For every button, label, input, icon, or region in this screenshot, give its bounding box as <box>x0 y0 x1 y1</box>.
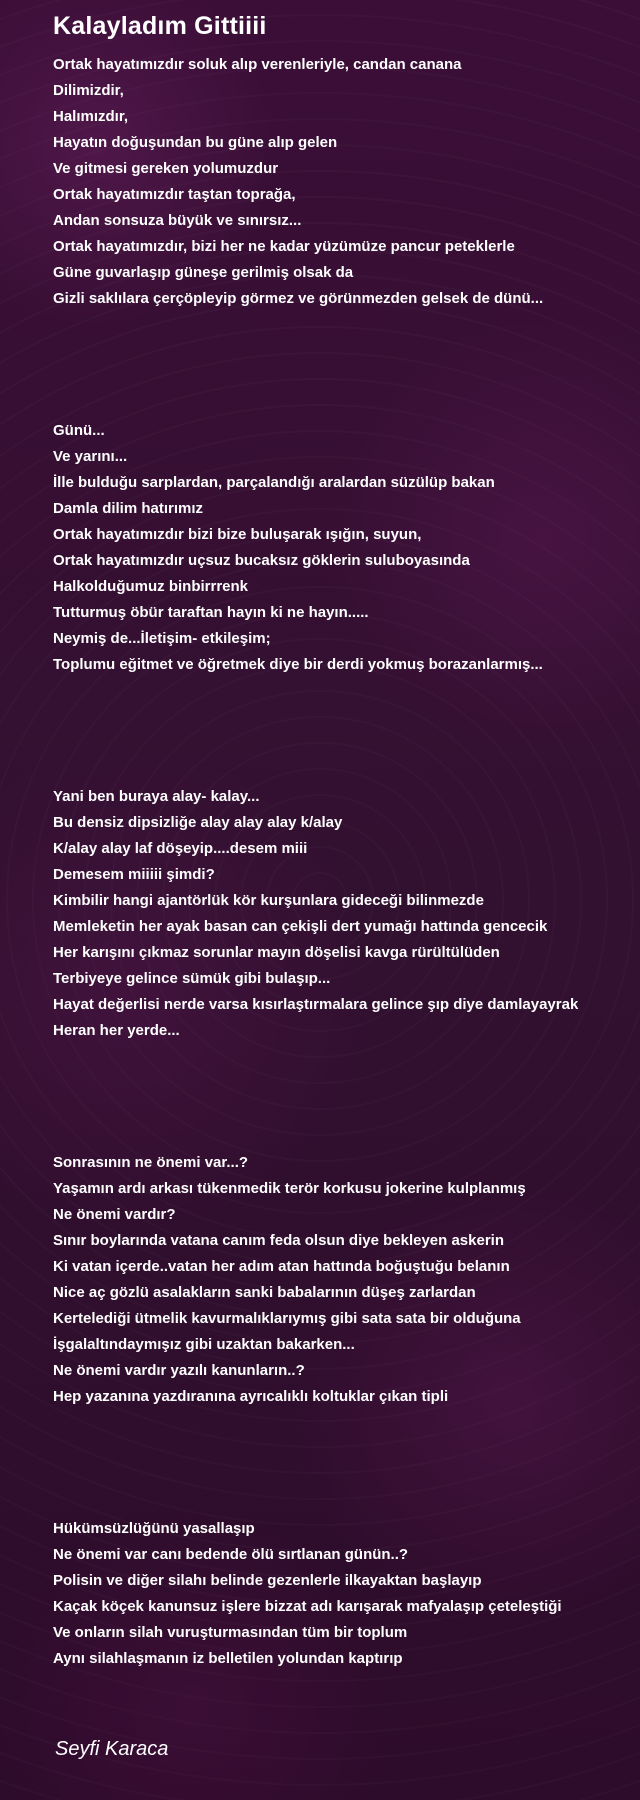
poem-line: Halkolduğumuz binbirrrenk <box>53 578 249 595</box>
poem-line: Sınır boylarında vatana canım feda olsun diye bekleyen askerin <box>53 1232 505 1249</box>
poem-line: Ki vatan içerde..vatan her adım atan hattında boğuştuğu belanın <box>53 1258 510 1275</box>
stanza-4 <box>53 1150 633 1410</box>
poem-line: Ortak hayatımızdır soluk alıp verenleriyle, candan canana <box>53 56 462 73</box>
poem-line: Damla dilim hatırımız <box>53 500 204 517</box>
poem-line: Kaçak köçek kanunsuz işlere bizzat adı karışarak mafyalaşıp çeteleştiği <box>53 1598 562 1615</box>
stanza-1 <box>53 52 633 312</box>
poem-line: Ortak hayatımızdır taştan toprağa, <box>53 186 296 203</box>
poem-author: Seyfi Karaca <box>55 1738 169 1760</box>
poem-line: Kimbilir hangi ajantörlük kör kurşunlara gideceği bilinmezde <box>53 892 484 909</box>
poem-line: Gizli saklılara çerçöpleyip görmez ve görünmezden gelsek de dünü... <box>53 290 544 307</box>
poem-line: Nice aç gözlü asalakların sanki babalarının düşeş zarlardan <box>53 1284 476 1301</box>
poem-line: Hayat değerlisi nerde varsa kısırlaştırmalara gelince şıp diye damlayayrak <box>53 996 579 1013</box>
poem-line: Demesem miiiii şimdi? <box>53 866 215 883</box>
poem-line: Sonrasının ne önemi var...? <box>53 1154 249 1171</box>
poem-line: Halımızdır, <box>53 108 129 125</box>
poem-line: Toplumu eğitmet ve öğretmek diye bir derdi yokmuş borazanlarmış... <box>53 656 543 673</box>
poem-line: Hükümsüzlüğünü yasallaşıp <box>53 1520 255 1537</box>
poem-line: Bu densiz dipsizliğe alay alay alay k/alay <box>53 814 343 831</box>
poem-line: Ve onların silah vuruşturmasından tüm bir toplum <box>53 1624 408 1641</box>
poem-body <box>53 52 633 1672</box>
poem-line: Memleketin her ayak basan can çekişli dert yumağı hattında gencecik <box>53 918 548 935</box>
poem-line: Kertelediği ütmelik kavurmalıklarıymış gibi sata sata bir olduğuna <box>53 1310 521 1327</box>
stanza-5 <box>53 1516 633 1672</box>
poem-line: Her karışını çıkmaz sorunlar mayın döşelisi kavga rürültülüden <box>53 944 500 961</box>
poem-line: Ve yarını... <box>53 448 128 465</box>
poem-line: Terbiyeye gelince sümük gibi bulaşıp... <box>53 970 331 987</box>
poem-line: Tutturmuş öbür taraftan hayın ki ne hayın..... <box>53 604 369 621</box>
stanza-3 <box>53 784 633 1044</box>
poem-line: Hayatın doğuşundan bu güne alıp gelen <box>53 134 338 151</box>
poem-title: Kalayladım Gittiiii <box>53 12 267 40</box>
poem-line: Ortak hayatımızdır uçsuz bucaksız göklerin suluboyasında <box>53 552 470 569</box>
poem-line: Neymiş de...İletişim- etkileşim; <box>53 630 271 647</box>
poem-line: Dilimizdir, <box>53 82 124 99</box>
poem-line: Hep yazanına yazdıranına ayrıcalıklı koltuklar çıkan tipli <box>53 1388 449 1405</box>
poem-line: Heran her yerde... <box>53 1022 180 1039</box>
poem-line: Yani ben buraya alay- kalay... <box>53 788 260 805</box>
poem-line: Güne guvarlaşıp güneşe gerilmiş olsak da <box>53 264 354 281</box>
poem-line: Ve gitmesi gereken yolumuzdur <box>53 160 279 177</box>
poem-line: Polisin ve diğer silahı belinde gezenlerle ilkayaktan başlayıp <box>53 1572 482 1589</box>
poem-line: Ortak hayatımızdır, bizi her ne kadar yüzümüze pancur peteklerle <box>53 238 515 255</box>
poem-line: Ne önemi vardır yazılı kanunların..? <box>53 1362 305 1379</box>
poem-line: Günü... <box>53 422 105 439</box>
poem-line: Yaşamın ardı arkası tükenmedik terör korkusu jokerine kulplanmış <box>53 1180 526 1197</box>
poem-line: İlle bulduğu sarplardan, parçalandığı aralardan süzülüp bakan <box>53 474 495 491</box>
stanza-2 <box>53 418 633 678</box>
poem-line: İşgalaltındaymışız gibi uzaktan bakarken... <box>53 1336 355 1353</box>
poem-line: Ne önemi vardır? <box>53 1206 176 1223</box>
poem-line: Ne önemi var canı bedende ölü sırtlanan günün..? <box>53 1546 409 1563</box>
poem-line: K/alay alay laf döşeyip....desem miii <box>53 840 308 857</box>
poem-line: Andan sonsuza büyük ve sınırsız... <box>53 212 302 229</box>
poem-line: Aynı silahlaşmanın iz belletilen yolundan kaptırıp <box>53 1650 403 1667</box>
poem-line: Ortak hayatımızdır bizi bize buluşarak ışığın, suyun, <box>53 526 422 543</box>
